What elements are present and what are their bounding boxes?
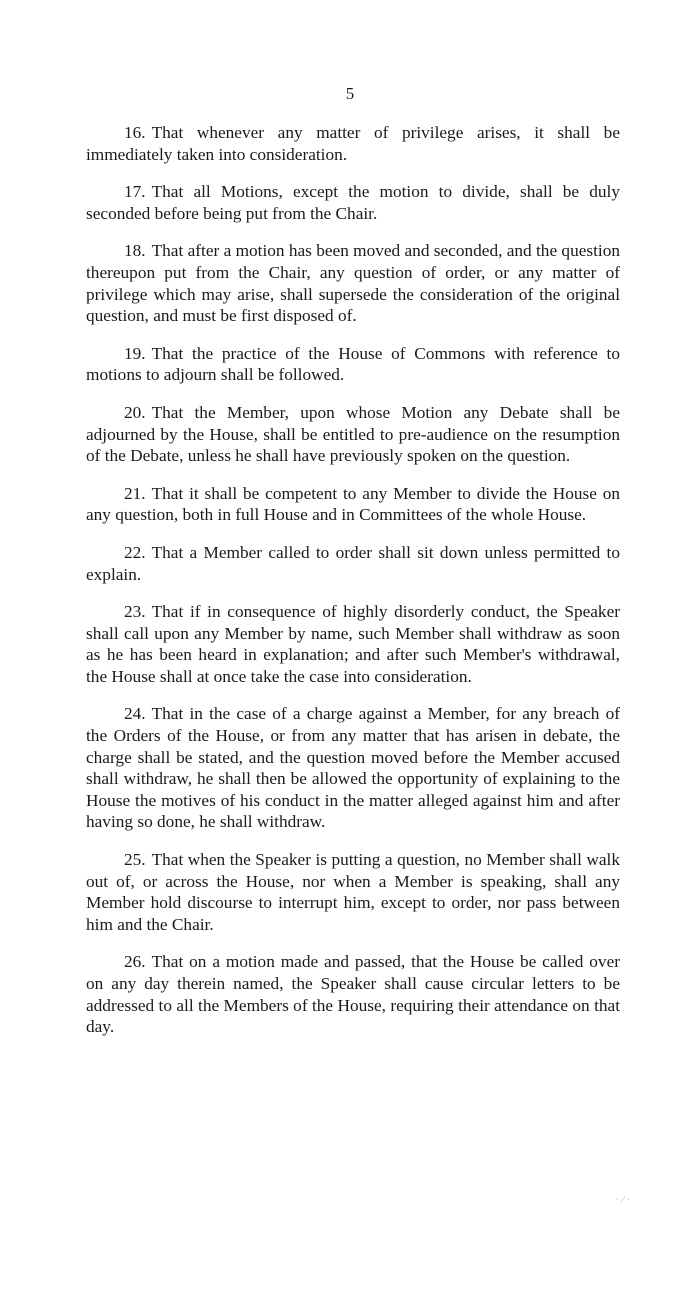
rule-paragraph <box>86 181 620 224</box>
rule-text: That all Motions, except the motion to divide, shall be duly seconded before being put from the Chair. <box>86 182 620 223</box>
rule-text: That a Member called to order shall sit down unless permitted to explain. <box>86 542 620 584</box>
rule-number: 17. <box>124 182 146 202</box>
rule-number: 20. <box>124 402 146 422</box>
rule-paragraph <box>86 402 620 467</box>
rule-text: That if in consequence of highly disorderly conduct, the Speaker shall call upon any Member by name, such Member shall withdraw as soon as he has been heard in explanation; and after such Member's withdrawal, the House shall at once take the case into consideration. <box>86 602 620 686</box>
page-number: 5 <box>345 84 355 103</box>
rule-paragraph <box>86 951 620 1037</box>
rule-number: 26. <box>124 952 146 972</box>
rule-paragraph <box>86 601 620 687</box>
rule-number: 21. <box>124 483 146 503</box>
rule-number: 16. <box>124 123 146 142</box>
rule-paragraph <box>86 240 620 326</box>
rule-text: That the practice of the House of Commons with reference to motions to adjourn shall be followed. <box>86 343 620 385</box>
rule-number: 19. <box>124 343 146 363</box>
rule-number: 25. <box>124 850 146 870</box>
rule-paragraph <box>86 122 620 165</box>
rule-paragraph <box>86 343 620 386</box>
paper-speck-marks: · ⁄ · <box>615 1195 630 1206</box>
rule-text: That whenever any matter of privilege arises, it shall be immediately taken into consideration. <box>86 123 620 164</box>
rule-number: 24. <box>124 704 146 724</box>
rule-text: That after a motion has been moved and seconded, and the question thereupon put from the Chair, any question of order, or any matter of privilege which may arise, shall supersede the consideration of the original question, and must be first disposed of. <box>86 241 620 326</box>
rule-paragraph <box>86 703 620 833</box>
rule-number: 22. <box>124 542 146 562</box>
rule-number: 18. <box>124 241 146 261</box>
rules-list <box>86 122 620 1054</box>
rule-text: That on a motion made and passed, that the House be called over on any day therein named, the Speaker shall cause circular letters to be addressed to all the Members of the House, requiring their attendance on that day. <box>86 952 620 1037</box>
rule-text: That the Member, upon whose Motion any Debate shall be adjourned by the House, shall be entitled to pre-audience on the resumption of the Debate, unless he shall have previously spoken on the question. <box>86 402 620 466</box>
rule-text: That in the case of a charge against a Member, for any breach of the Orders of the House, or from any matter that has arisen in debate, the charge shall be stated, and the question moved before the Member accused shall withdraw, he shall then be allowed the opportunity of explaining to the House the motives of his conduct in the matter alleged against him and after having so done, he shall withdraw. <box>86 704 620 832</box>
rule-number: 23. <box>124 602 146 622</box>
rule-text: That it shall be competent to any Member to divide the House on any question, both in full House and in Committees of the whole House. <box>86 483 620 525</box>
rule-paragraph <box>86 542 620 585</box>
rule-paragraph <box>86 483 620 526</box>
rule-paragraph <box>86 849 620 935</box>
rule-text: That when the Speaker is putting a question, no Member shall walk out of, or across the House, nor when a Member is speaking, shall any Member hold discourse to interrupt him, except to order, nor pass between him and the Chair. <box>86 850 620 934</box>
